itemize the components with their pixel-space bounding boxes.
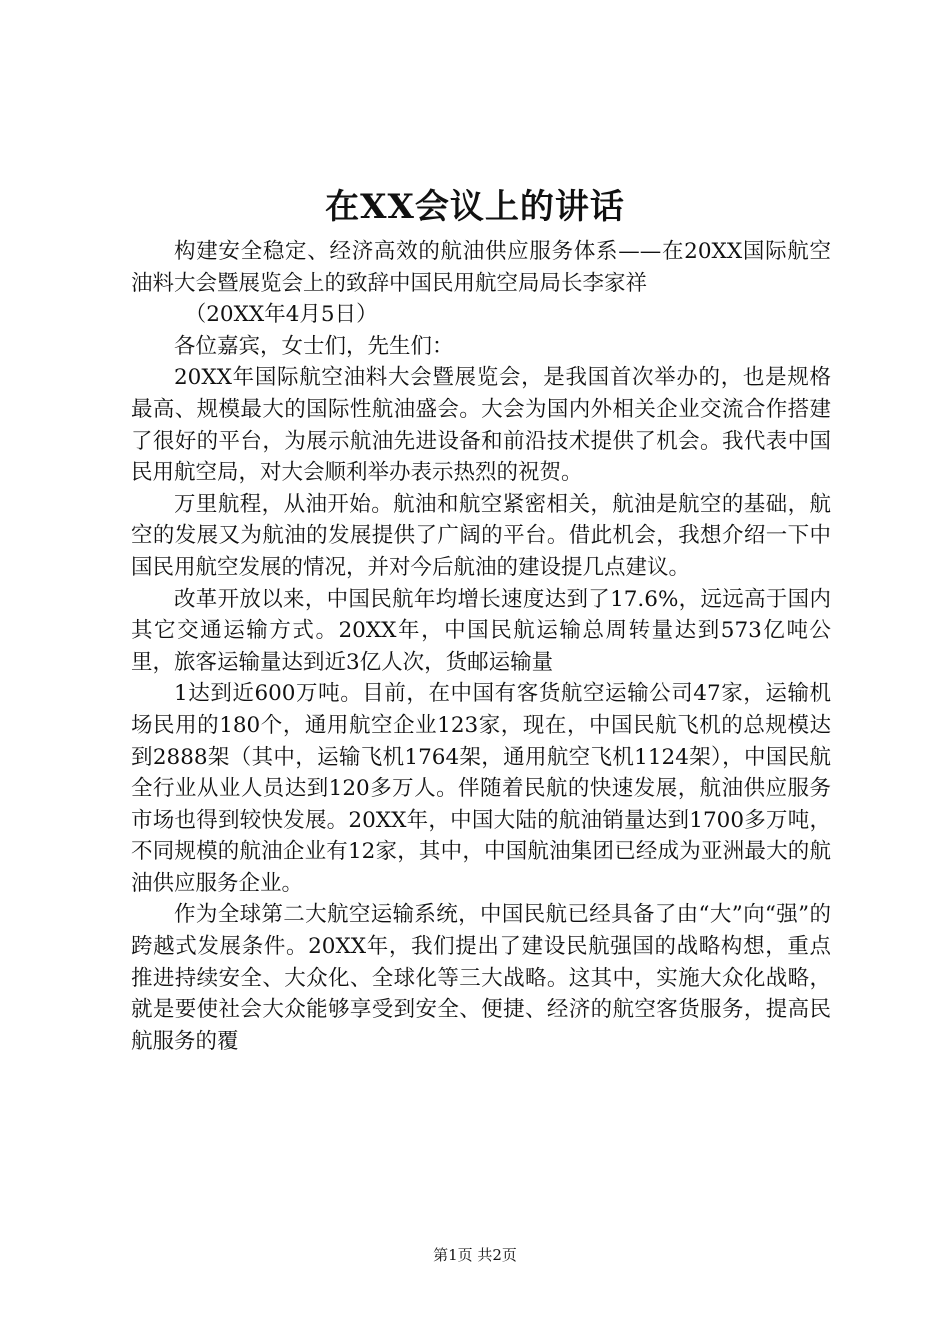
date-line: （20XX年4月5日）	[184, 302, 378, 328]
body-paragraph: 万里航程，从油开始。航油和航空紧密相关，航油是航空的基础，航空的发展又为航油的发展提供了广阔的平台。借此机会，我想介绍一下中国民用航空发展的情况，并对今后航油的建设提几点建议。	[131, 491, 831, 580]
page-footer: 第1页 共2页	[433, 1246, 517, 1264]
body-paragraph: 20XX年国际航空油料大会暨展览会，是我国首次举办的，也是规格最高、规模最大的国际性航油盛会。大会为国内外相关企业交流合作搭建了很好的平台，为展示航油先进设备和前沿技术提供了机会。我代表中国民用航空局，对大会顺利举办表示热烈的祝贺。	[131, 365, 831, 486]
body-paragraph: 1达到近600万吨。目前，在中国有客货航空运输公司47家，运输机场民用的180个，通用航空企业123家，现在，中国民航飞机的总规模达到2888架（其中，运输飞机1764架，通用航空飞机1124架），中国民航全行业从业人员达到120多万人。伴随着民航的快速发展，航油供应服务市场也得到较快发展。20XX年，中国大陆的航油销量达到1700多万吨，不同规模的航油企业有12家，其中，中国航油集团已经成为亚洲最大的航油供应服务企业。	[131, 681, 831, 896]
subtitle-paragraph: 构建安全稳定、经济高效的航油供应服务体系——在20XX国际航空油料大会暨展览会上的致辞中国民用航空局局长李家祥	[131, 239, 831, 296]
salutation-line: 各位嘉宾，女士们，先生们：	[174, 333, 454, 359]
body-paragraph: 作为全球第二大航空运输系统，中国民航已经具备了由“大”向“强”的跨越式发展条件。20XX年，我们提出了建设民航强国的战略构想，重点推进持续安全、大众化、全球化等三大战略。这其中，实施大众化战略，就是要使社会大众能够享受到安全、便捷、经济的航空客货服务，提高民航服务的覆	[131, 902, 831, 1054]
document-body	[131, 236, 831, 1057]
body-paragraph: 改革开放以来，中国民航年均增长速度达到了17.6%，远远高于国内其它交通运输方式。20XX年，中国民航运输总周转量达到573亿吨公里，旅客运输量达到近3亿人次，货邮运输量	[131, 586, 831, 675]
document-title: 在XX会议上的讲话	[325, 187, 625, 227]
